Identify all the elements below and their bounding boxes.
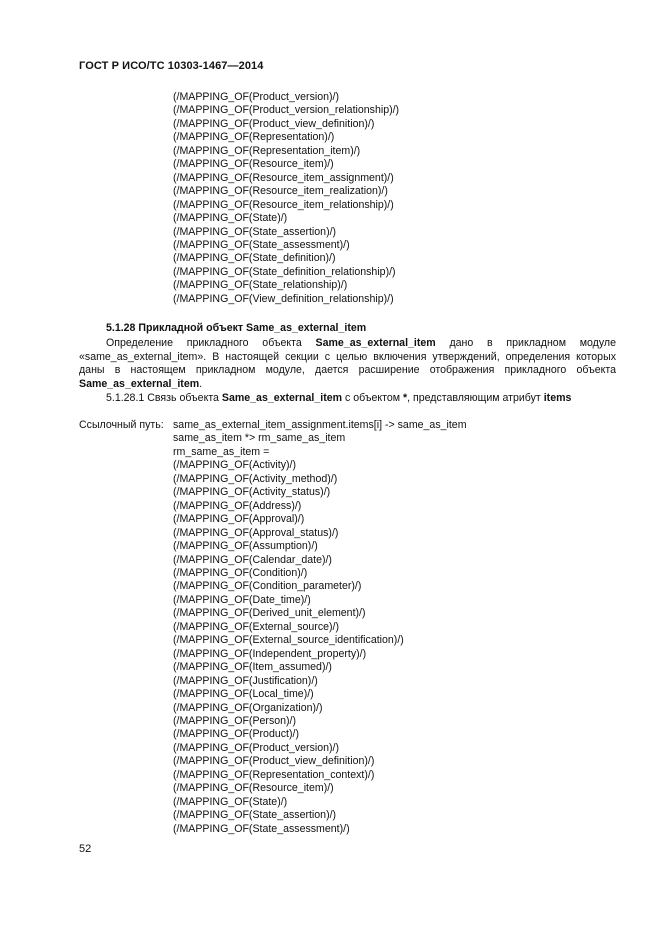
mapping-line: (/MAPPING_OF(Resource_item_relationship)/)	[173, 198, 394, 211]
section-title: 5.1.28 Прикладной объект Same_as_external_item	[106, 322, 367, 334]
mapping-line: (/MAPPING_OF(Organization)/)	[173, 701, 323, 714]
mapping-line: (/MAPPING_OF(Approval)/)	[173, 513, 305, 526]
mapping-line: (/MAPPING_OF(Date_time)/)	[173, 593, 311, 606]
mapping-line: (/MAPPING_OF(Representation_item)/)	[173, 144, 361, 157]
para-entity-1: Same_as_external_item	[315, 337, 436, 349]
reference-path-line: rm_same_as_item =	[173, 445, 270, 458]
mapping-line: (/MAPPING_OF(Local_time)/)	[173, 688, 314, 701]
sub-text-3: , представляющим атрибут	[407, 392, 544, 404]
mapping-line: (/MAPPING_OF(Activity_status)/)	[173, 486, 331, 499]
page-number: 52	[79, 843, 92, 855]
sub-entity-1: Same_as_external_item	[221, 392, 343, 404]
mapping-line: (/MAPPING_OF(View_definition_relationship)/)	[173, 292, 394, 305]
mapping-line: (/MAPPING_OF(State_definition)/)	[173, 252, 336, 265]
mapping-line: (/MAPPING_OF(Activity)/)	[173, 459, 297, 472]
sub-entity-3: items	[543, 392, 572, 404]
mapping-line: (/MAPPING_OF(State)/)	[173, 212, 288, 225]
mapping-line: (/MAPPING_OF(Resource_item_assignment)/)	[173, 171, 394, 184]
mapping-list-top	[173, 91, 399, 306]
sub-text-1: 5.1.28.1 Связь объекта	[106, 392, 222, 404]
document-header: ГОСТ Р ИСО/ТС 10303-1467—2014	[79, 60, 264, 72]
mapping-line: (/MAPPING_OF(Resource_item)/)	[173, 782, 334, 795]
mapping-line: (/MAPPING_OF(Address)/)	[173, 499, 302, 512]
mapping-line: (/MAPPING_OF(Product_version_relationship)/)	[173, 104, 400, 117]
mapping-line: (/MAPPING_OF(Condition_parameter)/)	[173, 580, 362, 593]
reference-path-line: same_as_external_item_assignment.items[i] -> same_as_item	[173, 419, 467, 431]
mapping-line: (/MAPPING_OF(State_assertion)/)	[173, 809, 337, 822]
mapping-line: (/MAPPING_OF(Resource_item_realization)/)	[173, 185, 388, 198]
para-text-2: дано в прикладном модуле «same_as_external_item». В настоящей секции с целью включения утверждений, определения которых даны в настоящем прикладном модуле, дается расширение отображения прикладного объекта	[79, 337, 616, 376]
mapping-line: (/MAPPING_OF(State_assessment)/)	[173, 238, 350, 251]
sub-text-2: с объектом	[342, 392, 403, 404]
reference-path-line: same_as_item *> rm_same_as_item	[173, 432, 346, 445]
mapping-line: (/MAPPING_OF(Product_view_definition)/)	[173, 117, 375, 130]
para-text-3: .	[199, 377, 203, 390]
mapping-line: (/MAPPING_OF(Product_view_definition)/)	[173, 755, 375, 768]
section-paragraph	[79, 337, 616, 391]
mapping-list-bottom	[173, 419, 467, 836]
mapping-line: (/MAPPING_OF(External_source)/)	[173, 620, 340, 633]
mapping-line: (/MAPPING_OF(Calendar_date)/)	[173, 553, 332, 566]
mapping-line: (/MAPPING_OF(Product_version)/)	[173, 91, 340, 103]
mapping-line: (/MAPPING_OF(Representation)/)	[173, 131, 335, 144]
mapping-line: (/MAPPING_OF(State)/)	[173, 795, 288, 808]
mapping-line: (/MAPPING_OF(Item_assumed)/)	[173, 661, 332, 674]
mapping-line: (/MAPPING_OF(Activity_method)/)	[173, 472, 338, 485]
mapping-line: (/MAPPING_OF(Independent_property)/)	[173, 647, 367, 660]
mapping-line: (/MAPPING_OF(Representation_context)/)	[173, 768, 375, 781]
mapping-line: (/MAPPING_OF(Derived_unit_element)/)	[173, 607, 366, 620]
mapping-line: (/MAPPING_OF(Assumption)/)	[173, 540, 318, 553]
mapping-line: (/MAPPING_OF(State_definition_relationship)/)	[173, 265, 396, 278]
mapping-line: (/MAPPING_OF(Approval_status)/)	[173, 526, 339, 539]
para-entity-2: Same_as_external_item	[79, 377, 200, 390]
mapping-line: (/MAPPING_OF(Justification)/)	[173, 674, 318, 687]
mapping-line: (/MAPPING_OF(State_assessment)/)	[173, 822, 350, 835]
mapping-line: (/MAPPING_OF(Resource_item)/)	[173, 158, 334, 171]
mapping-line: (/MAPPING_OF(State_relationship)/)	[173, 279, 348, 292]
mapping-line: (/MAPPING_OF(Condition)/)	[173, 566, 308, 579]
mapping-line: (/MAPPING_OF(Product_version)/)	[173, 741, 340, 754]
mapping-line: (/MAPPING_OF(State_assertion)/)	[173, 225, 337, 238]
sub-entity-2: *	[402, 392, 408, 404]
mapping-line: (/MAPPING_OF(Person)/)	[173, 714, 297, 727]
reference-path-label: Ссылочный путь:	[79, 419, 164, 431]
subsection-heading	[106, 392, 571, 404]
para-text-1: Определение прикладного объекта	[106, 337, 316, 349]
mapping-line: (/MAPPING_OF(Product)/)	[173, 728, 299, 741]
mapping-line: (/MAPPING_OF(External_source_identification)/)	[173, 634, 404, 647]
